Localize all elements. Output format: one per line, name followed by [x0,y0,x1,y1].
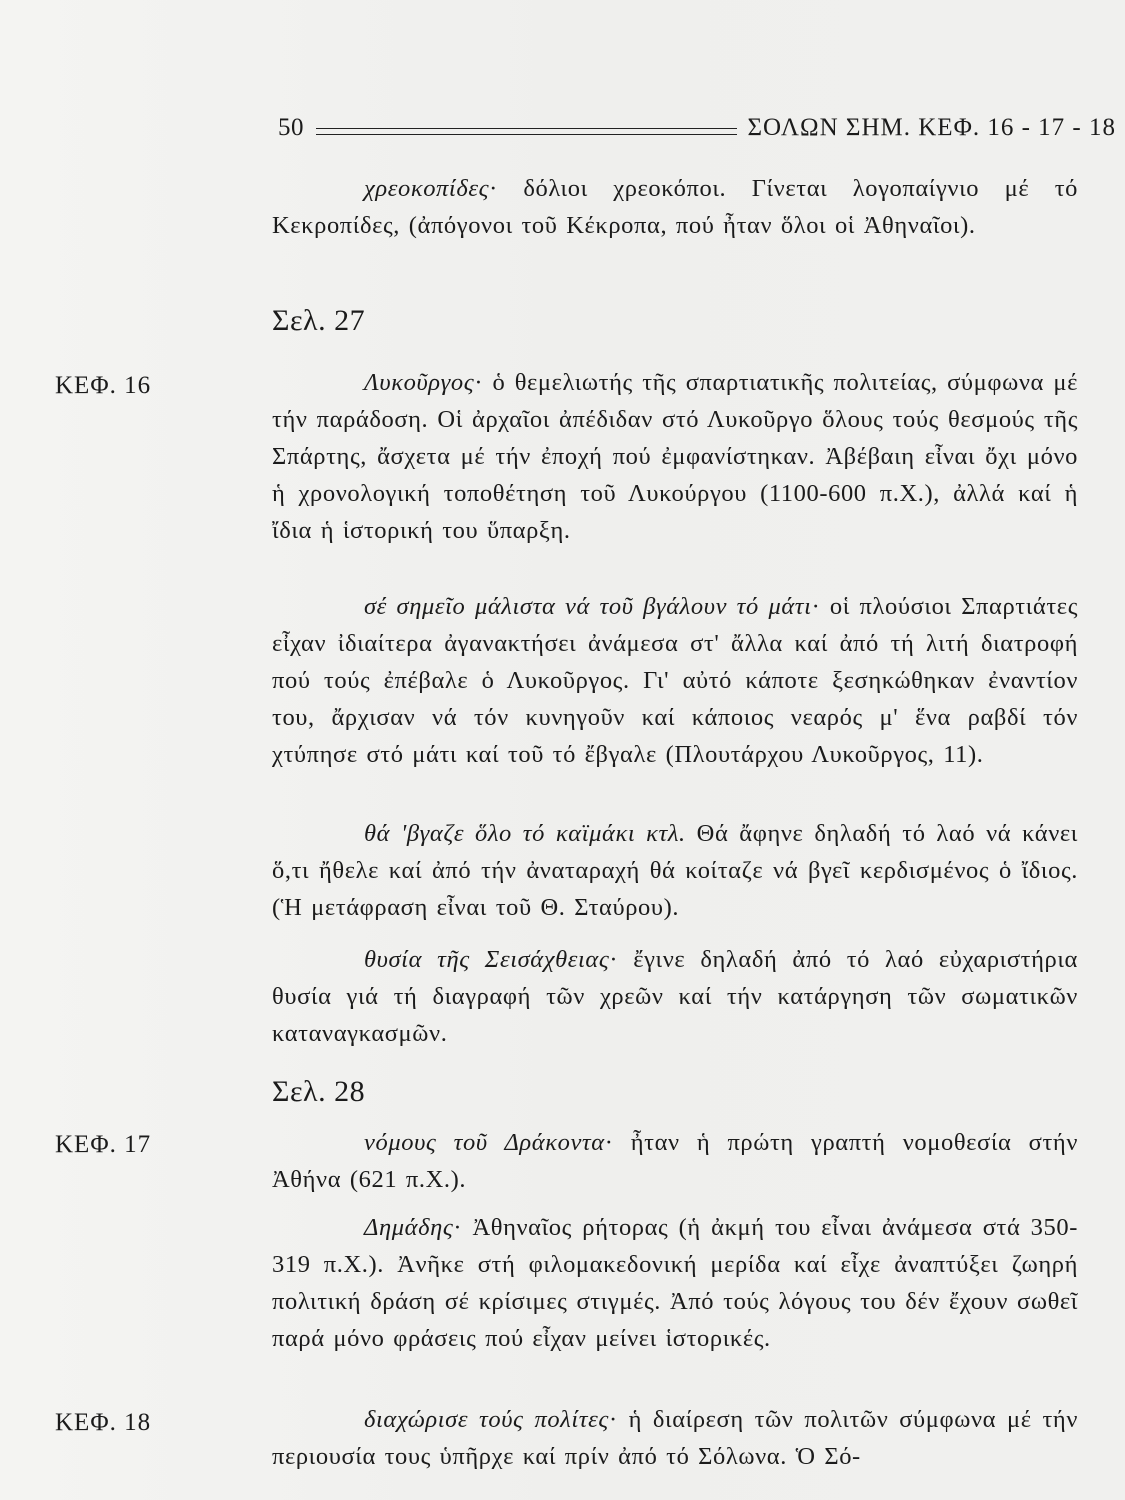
note-block [272,170,1078,244]
note-term: Δημάδης [364,1214,454,1241]
note-term: χρεοκοπίδες [364,175,490,202]
margin-chapter-label: ΚΕΦ. 17 [55,1131,152,1158]
term-separator: · [811,593,821,620]
margin-chapter-label: ΚΕΦ. 18 [55,1409,152,1436]
term-separator: · [489,175,498,202]
note-block [272,1209,1078,1357]
note-term: Λυκοῦργος [364,369,475,396]
note-term: σέ σημεῖο μάλιστα νά τοῦ βγάλουν τό μάτι [364,593,812,620]
note-entry [272,1401,1078,1475]
note-term: διαχώρισε τούς πολίτες [364,1406,609,1433]
note-text: ἡ διαίρεση τῶν πολιτῶν σύμφωνα μέ τήν περιουσία τους ὑπῆρχε καί πρίν ἀπό τό Σόλωνα. Ὁ Σό- [272,1406,1078,1470]
note-term: θά 'βγαζε ὅλο τό καϊμάκι κτλ. [364,820,686,847]
running-title: ΣΟΛΩΝ ΣΗΜ. ΚΕΦ. 16 - 17 - 18 [747,114,1116,141]
page-number: 50 [278,114,304,141]
note-text: Θά ἄφηνε δηλαδή τό λαό νά κάνει ὅ,τι ἤθελε καί ἀπό τήν ἀναταραχή θά κοίταζε νά βγεῖ κερδισμένος ὁ ἴδιος. (Ἡ μετάφραση εἶναι τοῦ Θ. Σταύρου). [272,820,1078,921]
note-text: δόλιοι χρεοκόποι. Γίνεται λογοπαίγνιο μέ τό Κεκροπίδες, (ἀπόγονοι τοῦ Κέκροπα, πού ἦταν ὅλοι οἱ Ἀθηναῖοι). [272,175,1078,239]
running-header [278,110,1116,146]
margin-chapter-label: ΚΕΦ. 16 [55,372,152,399]
note-text: ἔγινε δηλαδή ἀπό τό λαό εὐχαριστήρια θυσία γιά τή διαγραφή τῶν χρεῶν καί τήν κατάργηση τῶν σωματικῶν καταναγκασμῶν. [272,946,1078,1047]
note-entry [272,815,1078,926]
note-entry [272,170,1078,244]
section-heading: Σελ. 28 [272,1075,366,1108]
note-block [272,815,1078,926]
note-entry [272,1209,1078,1357]
note-entry [272,588,1078,773]
note-text: ὁ θεμελιωτής τῆς σπαρτιατικῆς πολιτείας, σύμφωνα μέ τήν παράδοση. Οἱ ἀρχαῖοι ἀπέδιδαν στό Λυκοῦργο ὅλους τούς θεσμούς τῆς Σπάρτης, ἄσχετα μέ τήν ἐποχή πού ἐμφανίστηκαν. Ἀβέβαιη εἶναι ὄχι μόνο ἡ χρονολογική τοποθέτηση τοῦ Λυκούργου (1100-600 π.Χ.), ἀλλά καί ἡ ἴδια ἡ ἱστορική του ὕπαρξη. [272,369,1078,544]
note-entry [272,364,1078,549]
note-text: οἱ πλούσιοι Σπαρτιάτες εἶχαν ἰδιαίτερα ἀγανακτήσει ἀνάμεσα στ' ἄλλα καί ἀπό τή λιτή διατροφή πού τούς ἐπέβαλε ὁ Λυκοῦργος. Γι' αὐτό κάποτε ξεσηκώθηκαν ἐναντίον του, ἄρχισαν νά τόν κυνηγοῦν καί κάποιος νεαρός μ' ἕνα ραβδί τόν χτύπησε στό μάτι καί τοῦ τό ἔβγαλε (Πλουτάρχου Λυκοῦργος, 11). [272,593,1078,768]
term-separator: · [474,369,484,396]
term-separator: · [609,946,619,973]
note-block [272,1401,1078,1475]
term-separator: · [608,1406,618,1433]
term-separator: · [604,1129,614,1156]
header-double-rule [316,128,737,135]
note-block [272,364,1078,549]
term-separator: · [453,1214,463,1241]
section-heading: Σελ. 27 [272,304,366,337]
note-entry [272,941,1078,1052]
note-block [272,941,1078,1052]
note-block [272,588,1078,773]
note-term: νόμους τοῦ Δράκοντα [364,1129,605,1156]
note-text: Ἀθηναῖος ρήτορας (ἡ ἀκμή του εἶναι ἀνάμεσα στά 350-319 π.Χ.). Ἀνῆκε στή φιλομακεδονική μερίδα καί εἶχε ἀναπτύξει ζωηρή πολιτική δράση σέ κρίσιμες στιγμές. Ἀπό τούς λόγους του δέν ἔχουν σωθεῖ παρά μόνο φράσεις πού εἶχαν μείνει ἱστορικές. [272,1214,1078,1352]
note-text: ἦταν ἡ πρώτη γραπτή νομοθεσία στήν Ἀθήνα (621 π.Χ.). [272,1129,1079,1193]
note-block [272,1124,1078,1198]
note-term: θυσία τῆς Σεισάχθειας [364,946,610,973]
note-entry [272,1124,1078,1198]
